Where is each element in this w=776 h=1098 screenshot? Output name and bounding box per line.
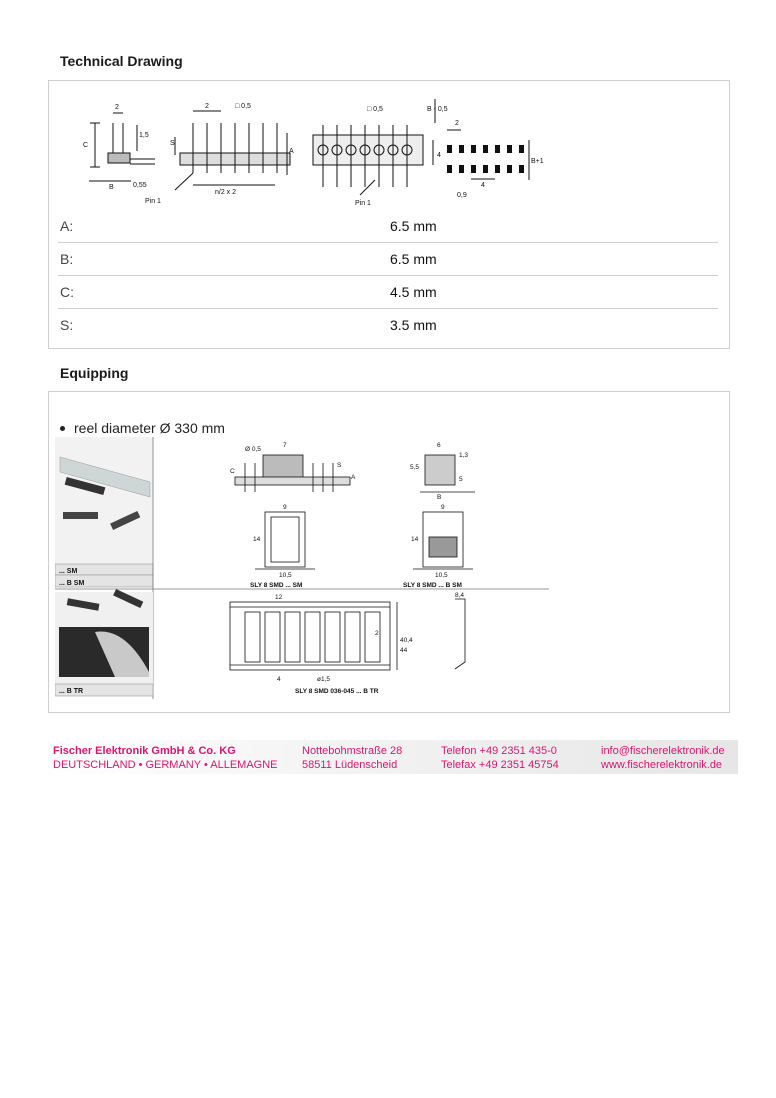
footer-web-link[interactable]: www.fischerelektronik.de xyxy=(601,759,723,771)
caption-tr: SLY 8 SMD 036-045 ... B TR xyxy=(295,688,379,695)
eq-dim-c-label: C xyxy=(230,468,235,475)
caption-sm: SLY 8 SMD ... SM xyxy=(250,582,303,589)
eq-dim-5-label: 5 xyxy=(459,476,463,483)
dim-2-label: 2 xyxy=(115,104,119,111)
caption-bsm: SLY 8 SMD ... B SM xyxy=(403,582,462,589)
dim-2-mid-label: 2 xyxy=(205,103,209,110)
dim-0-55-label: 0,55 xyxy=(133,182,147,189)
dimension-value: 6.5 mm xyxy=(390,251,437,267)
technical-drawing-title: Technical Drawing xyxy=(60,53,183,69)
eq-dim-1-3-label: 1,3 xyxy=(459,452,469,459)
footer-country: DEUTSCHLAND • GERMANY • ALLEMAGNE xyxy=(53,759,278,771)
eq-dim-1-5-label: ø1,5 xyxy=(317,676,331,683)
dimension-label: S: xyxy=(60,317,74,333)
dim-1-5-label: 1,5 xyxy=(139,132,149,139)
dim-b1-label: B+1 xyxy=(531,158,544,165)
eq-dim-10-5-b-label: 10,5 xyxy=(435,572,448,579)
dimension-value: 4.5 mm xyxy=(390,284,437,300)
dimension-value: 3.5 mm xyxy=(390,317,437,333)
eq-dim-14-label: 14 xyxy=(253,536,261,543)
dimension-label: A: xyxy=(60,218,74,234)
dim-s-label: S xyxy=(170,140,175,147)
dim-sq05-label: □ 0,5 xyxy=(235,103,251,110)
dim-2-smd-label: 2 xyxy=(455,120,459,127)
dim-0-9-label: 0,9 xyxy=(457,192,467,199)
row-label-bsm: ... B SM xyxy=(59,580,85,587)
row-label-btr: ... B TR xyxy=(59,688,84,695)
dimension-table xyxy=(58,210,718,341)
eq-dim-a-label: A xyxy=(351,474,356,481)
dimension-label: B: xyxy=(60,251,74,267)
footer-city: 58511 Lüdenscheid xyxy=(302,759,398,771)
eq-dim-14-b-label: 14 xyxy=(411,536,419,543)
dim-4-label: 4 xyxy=(437,152,441,159)
dimension-label: C: xyxy=(60,284,74,300)
equipping-title: Equipping xyxy=(60,365,129,381)
dimension-row xyxy=(58,243,718,276)
dim-4-smd-label: 4 xyxy=(481,182,485,189)
dim-a-label: A xyxy=(289,148,294,155)
eq-dim-40-4-label: 40,4 xyxy=(400,637,413,644)
dim-b-label: B xyxy=(109,184,114,191)
eq-dim-9-b-label: 9 xyxy=(441,504,445,511)
pin1-label: Pin 1 xyxy=(145,198,161,205)
footer-email-link[interactable]: info@fischerelektronik.de xyxy=(601,745,725,757)
row-label-sm: ... SM xyxy=(59,568,78,575)
eq-dim-b-label: B xyxy=(437,494,442,501)
dim-c-label: C xyxy=(83,142,89,149)
equipping-figure xyxy=(55,437,555,699)
eq-dim-2-label: 2 xyxy=(375,630,379,637)
eq-dim-s-label: S xyxy=(337,462,342,469)
dimension-row xyxy=(58,210,718,243)
reel-diameter-text: reel diameter Ø 330 mm xyxy=(74,420,225,436)
eq-dim-44-label: 44 xyxy=(400,647,408,654)
eq-dim-10-5-label: 10,5 xyxy=(279,572,292,579)
footer-company: Fischer Elektronik GmbH & Co. KG xyxy=(53,745,236,757)
dimension-row xyxy=(58,309,718,341)
eq-dim-12-label: 12 xyxy=(275,594,283,601)
eq-dim-5-5-label: 5,5 xyxy=(410,464,420,471)
eq-dim-0-5-label: Ø 0,5 xyxy=(245,446,261,453)
reel-diameter-item xyxy=(60,420,225,436)
footer-fax: Telefax +49 2351 45754 xyxy=(441,759,559,771)
dimension-row xyxy=(58,276,718,309)
eq-dim-8-4-label: 8,4 xyxy=(455,592,465,599)
footer xyxy=(38,740,738,774)
pin1-right-label: Pin 1 xyxy=(355,200,371,207)
dim-b-0-5-label: B - 0,5 xyxy=(427,106,448,113)
technical-drawing-figure xyxy=(75,95,545,210)
photo-sm xyxy=(55,437,153,564)
footer-street: Nottebohmstraße 28 xyxy=(302,745,403,757)
dim-n2x2-label: n/2 x 2 xyxy=(215,189,237,196)
photo-tr xyxy=(55,589,153,684)
eq-dim-6-label: 6 xyxy=(437,442,441,449)
eq-dim-4-label: 4 xyxy=(277,676,281,683)
dimension-value: 6.5 mm xyxy=(390,218,437,234)
dim-sq05-right-label: □ 0,5 xyxy=(367,106,383,113)
bullet-icon xyxy=(60,426,65,431)
footer-phone: Telefon +49 2351 435-0 xyxy=(441,745,557,757)
eq-dim-7-label: 7 xyxy=(283,442,287,449)
eq-dim-9-label: 9 xyxy=(283,504,287,511)
